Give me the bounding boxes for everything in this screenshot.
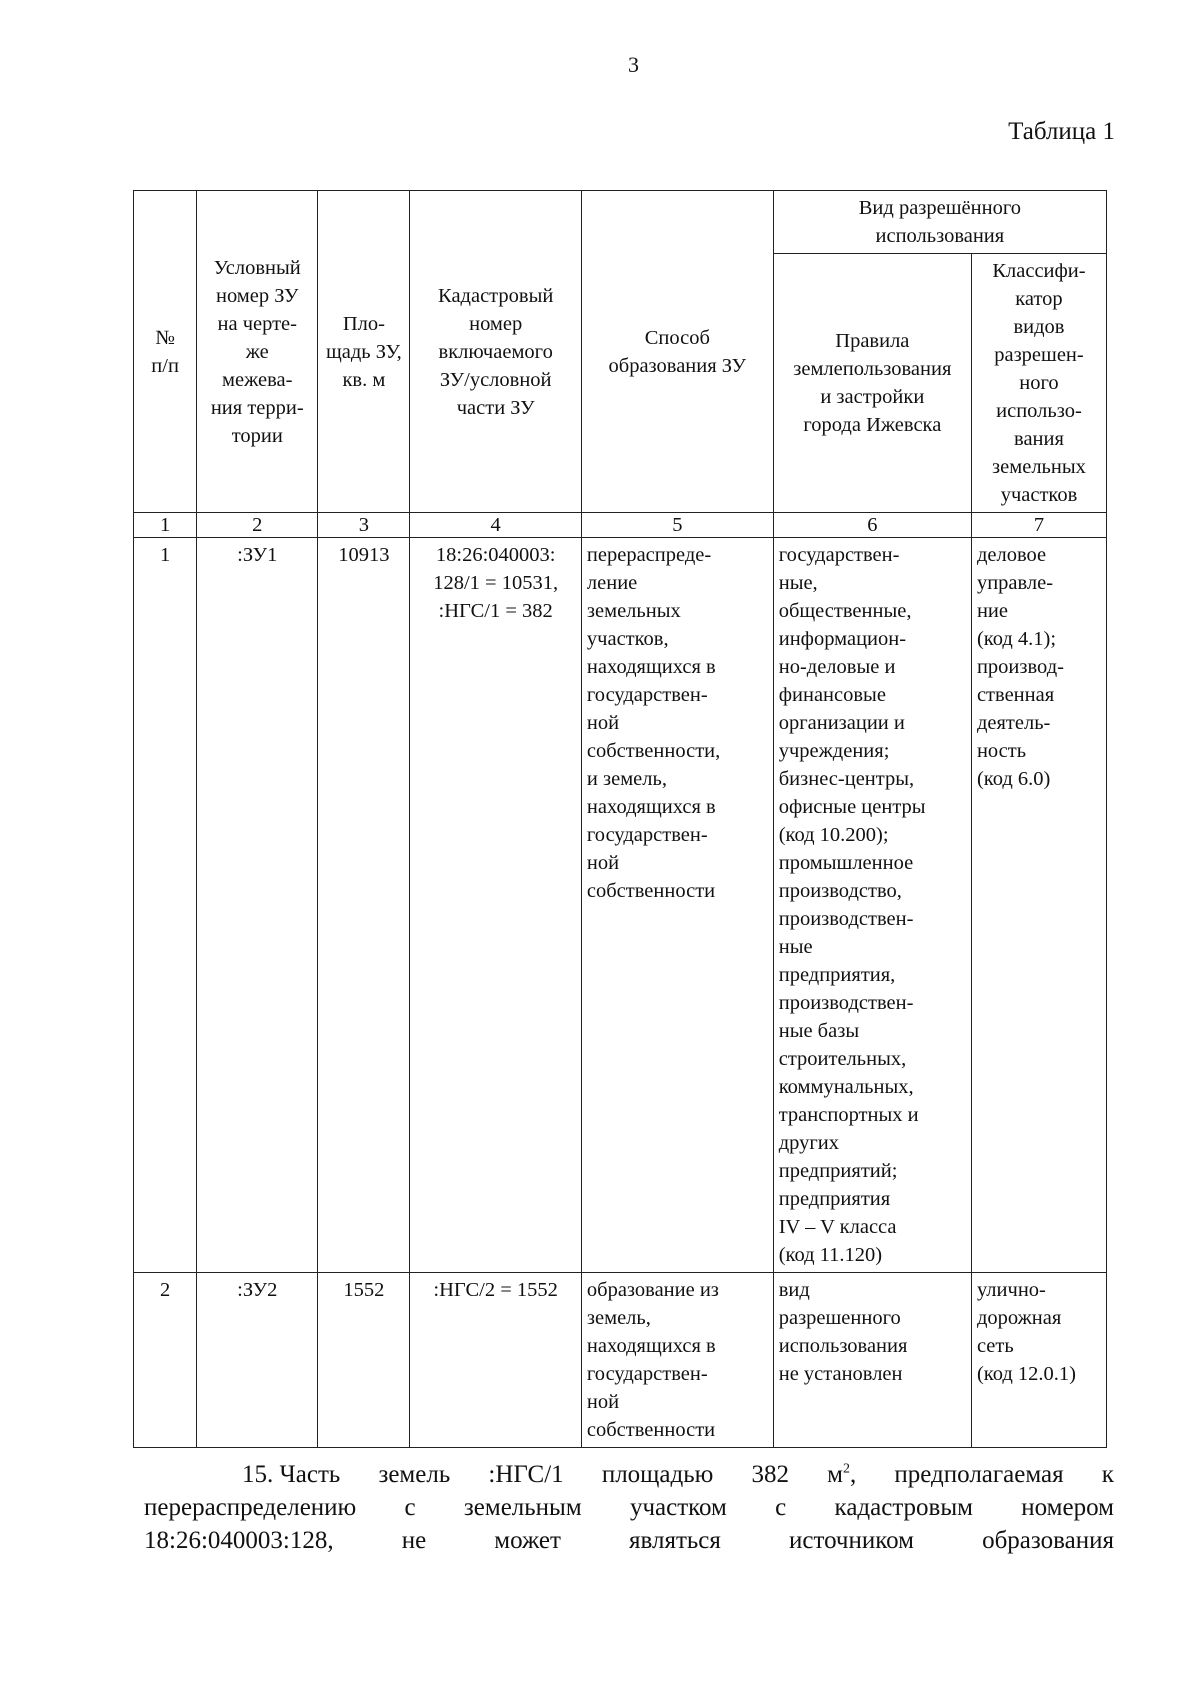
header-area: Пло- щадь ЗУ, кв. м	[318, 191, 410, 513]
paragraph-word: предполагаемая	[894, 1461, 1064, 1488]
header-row-1	[134, 191, 1107, 254]
column-number-row	[134, 513, 1107, 538]
paragraph-word: являться	[629, 1527, 721, 1554]
paragraph-unit	[827, 1458, 856, 1491]
header-permitted-use-group: Вид разрешённого использования	[773, 191, 1106, 254]
unit-base: м	[827, 1461, 843, 1488]
paragraph-word: 15. Часть	[242, 1461, 341, 1488]
paragraph-word: 382	[751, 1461, 789, 1488]
row-method: образование из земель, находящихся в государствен- ной собственности	[581, 1273, 773, 1448]
unit-exponent: 2	[842, 1461, 850, 1477]
paragraph-line	[144, 1458, 1114, 1491]
paragraph-word: земель	[378, 1461, 451, 1488]
paragraph-line	[144, 1524, 1114, 1557]
row-label: :ЗУ1	[197, 538, 318, 1273]
paragraph-word: 18:26:040003:128,	[144, 1527, 334, 1554]
row-rules: вид разрешенного использования не установлен	[773, 1273, 971, 1448]
header-cadastral: Кадастровый номер включаемого ЗУ/условной части ЗУ	[410, 191, 581, 513]
paragraph-word: участком	[629, 1494, 727, 1521]
column-number: 3	[318, 513, 410, 538]
row-num: 1	[134, 538, 197, 1273]
header-num: № п/п	[134, 191, 197, 513]
paragraph-word: с	[404, 1494, 416, 1521]
row-rules: государствен- ные, общественные, информацион- но-деловые и финансовые организации и учреждения; бизнес-центры, офисные центры (код 10.200); промышленное производство, производствен- ные предприятия, производствен- ные базы строительных, коммунальных, транспортных и других предприятий; предприятия IV – V класса (код 11.120)	[773, 538, 971, 1273]
column-number: 5	[581, 513, 773, 538]
row-area: 10913	[318, 538, 410, 1273]
body-paragraph	[144, 1458, 1114, 1557]
column-number: 2	[197, 513, 318, 538]
row-classifier: улично- дорожная сеть (код 12.0.1)	[971, 1273, 1106, 1448]
land-plots-table	[133, 190, 1107, 1448]
paragraph-word: образования	[982, 1527, 1114, 1554]
paragraph-word: перераспределению	[144, 1494, 357, 1521]
paragraph-word: :НГС/1	[488, 1461, 564, 1488]
row-classifier: деловое управле- ние (код 4.1); производ- ственная деятель- ность (код 6.0)	[971, 538, 1106, 1273]
table-row	[134, 538, 1107, 1273]
column-number: 6	[773, 513, 971, 538]
paragraph-word: земельным	[463, 1494, 582, 1521]
column-number: 1	[134, 513, 197, 538]
table-row	[134, 1273, 1107, 1448]
header-method: Способ образования ЗУ	[581, 191, 773, 513]
row-area: 1552	[318, 1273, 410, 1448]
paragraph-word: с	[775, 1494, 787, 1521]
header-classifier: Классифи- катор видов разрешен- ного использо- вания земельных участков	[971, 254, 1106, 513]
column-number: 7	[971, 513, 1106, 538]
page-number: 3	[628, 52, 639, 77]
column-number: 4	[410, 513, 581, 538]
table-caption: Таблица 1	[1008, 118, 1115, 145]
row-method: перераспреде- ление земельных участков, находящихся в государствен- ной собственности, и земель, находящихся в государствен- ной собственности	[581, 538, 773, 1273]
paragraph-word: может	[494, 1527, 561, 1554]
header-label: Условный номер ЗУ на черте- же межева- ния терри- тории	[197, 191, 318, 513]
paragraph-word: площадью	[601, 1461, 714, 1488]
row-cadastral: 18:26:040003: 128/1 = 10531, :НГС/1 = 382	[410, 538, 581, 1273]
paragraph-word: к	[1101, 1461, 1114, 1488]
paragraph-word: источником	[789, 1527, 914, 1554]
unit-comma: ,	[849, 1461, 857, 1488]
row-cadastral: :НГС/2 = 1552	[410, 1273, 581, 1448]
header-rules: Правила землепользования и застройки города Ижевска	[773, 254, 971, 513]
paragraph-line	[144, 1491, 1114, 1524]
paragraph-word: номером	[1021, 1494, 1114, 1521]
row-num: 2	[134, 1273, 197, 1448]
paragraph-word: не	[401, 1527, 427, 1554]
paragraph-word: кадастровым	[834, 1494, 973, 1521]
row-label: :ЗУ2	[197, 1273, 318, 1448]
